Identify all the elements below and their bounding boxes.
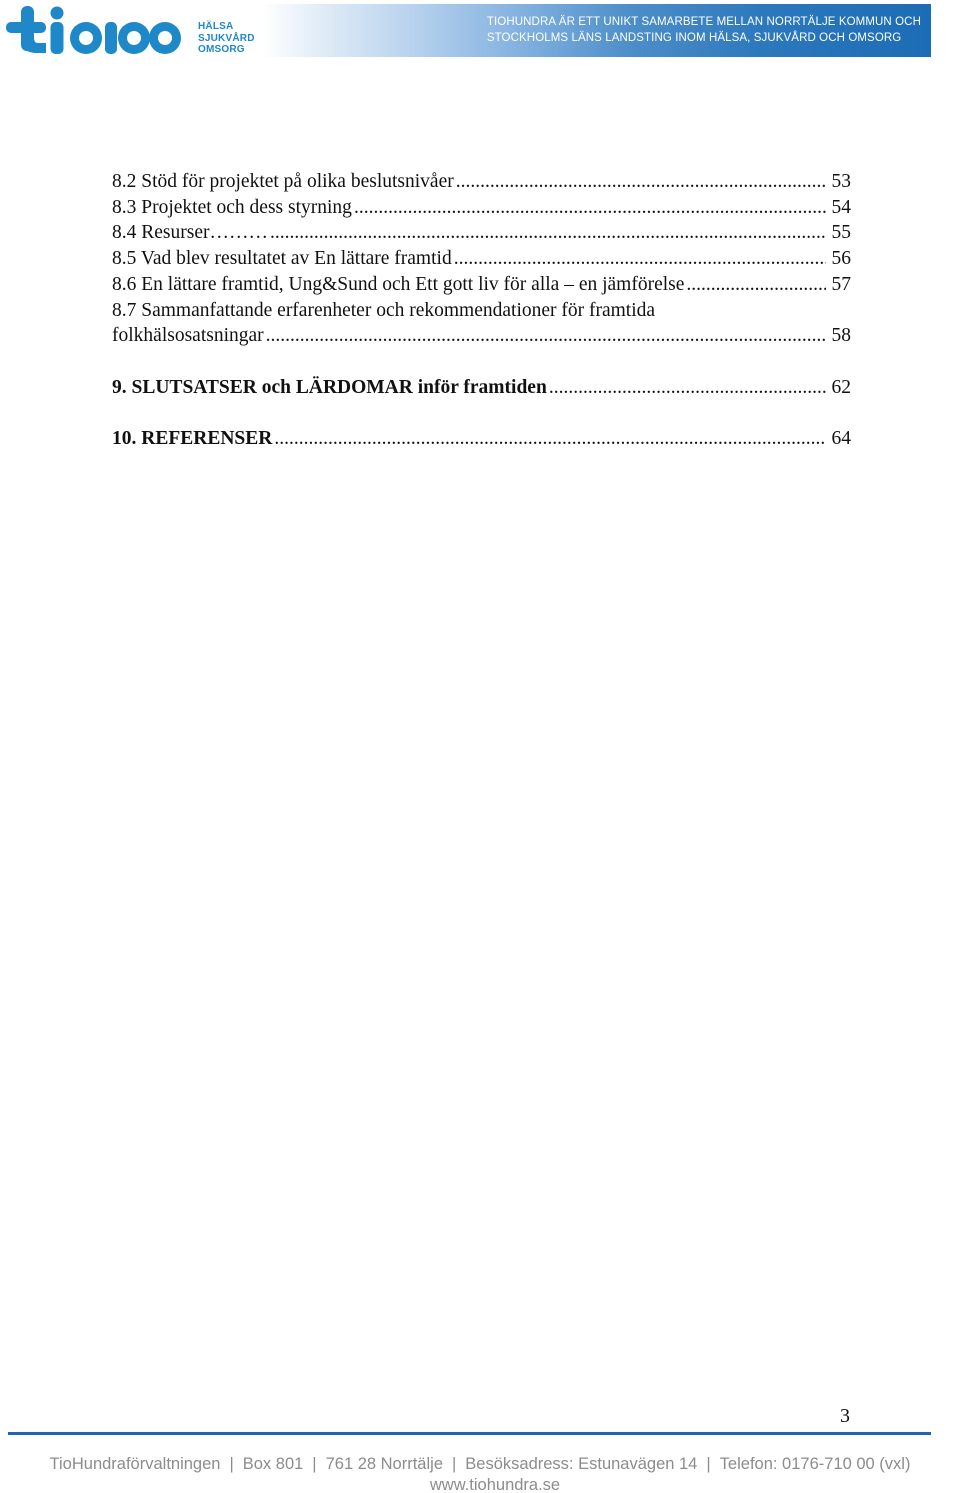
toc-leader-dots <box>456 169 826 195</box>
footer-separator: | <box>706 1455 711 1473</box>
toc-page-number: 56 <box>831 248 851 270</box>
footer-postal: 761 28 Norrtälje <box>325 1455 443 1473</box>
toc-entry-title: 8.5 Vad blev resultatet av En lättare framtid <box>112 248 452 270</box>
toc-spacer <box>112 400 851 426</box>
toc-entry-title: 8.6 En lättare framtid, Ung&Sund och Ett gott liv för alla – en jämförelse <box>112 273 685 295</box>
footer-phone: Telefon: 0176-710 00 (vxl) <box>719 1455 911 1473</box>
toc-entry[interactable] <box>112 375 851 401</box>
toc-page-number: 54 <box>831 196 851 218</box>
header-banner <box>262 4 931 57</box>
toc-leader-dots <box>686 272 825 298</box>
toc-leader-dots <box>274 426 825 452</box>
toc-page-number: 57 <box>831 273 851 295</box>
footer-separator: | <box>452 1455 457 1473</box>
footer-contact <box>0 1454 960 1474</box>
toc-leader-dots <box>270 220 826 246</box>
toc-entry-title: folkhälsosatsningar <box>112 325 264 347</box>
banner-text <box>487 14 921 46</box>
toc-page-number: 55 <box>831 222 851 244</box>
toc-leader-dots <box>549 375 826 401</box>
toc-spacer <box>112 349 851 375</box>
toc-leader-dots <box>454 246 826 272</box>
banner-line: STOCKHOLMS LÄNS LANDSTING INOM HÄLSA, SJUKVÅRD OCH OMSORG <box>486 32 902 44</box>
toc-entry-title: 9. SLUTSATSER och LÄRDOMAR inför framtiden <box>112 376 547 398</box>
banner-line: TIOHUNDRA ÄR ETT UNIKT SAMARBETE MELLAN NORRTÄLJE KOMMUN OCH <box>486 16 921 28</box>
table-of-contents <box>112 169 851 452</box>
logo-subtitle <box>198 21 255 56</box>
toc-leader-dots <box>354 195 826 221</box>
toc-entry[interactable] <box>112 272 851 298</box>
toc-page-number: 62 <box>831 376 851 398</box>
footer-website-link[interactable]: www.tiohundra.se <box>429 1476 561 1493</box>
toc-entry[interactable] <box>112 298 851 349</box>
footer-org: TioHundraförvaltningen <box>49 1455 221 1473</box>
footer-separator: | <box>229 1455 234 1473</box>
toc-entry[interactable] <box>112 169 851 195</box>
footer-separator: | <box>312 1455 317 1473</box>
toc-leader-dots <box>266 323 826 349</box>
logo-sub-line: HÄLSA <box>198 21 234 32</box>
page-header <box>0 0 960 62</box>
tiohundra-logo <box>6 4 256 60</box>
toc-entry[interactable] <box>112 246 851 272</box>
toc-entry-title: 8.7 Sammanfattande erfarenheter och rekommendationer för framtida <box>112 299 656 321</box>
footer-box: Box 801 <box>242 1455 304 1473</box>
logo-sub-line: OMSORG <box>198 44 245 55</box>
toc-entry-title: 8.3 Projektet och dess styrning <box>112 196 352 218</box>
toc-entry-title: 8.2 Stöd för projektet på olika beslutsnivåer <box>112 171 454 192</box>
toc-page-number: 53 <box>831 171 851 192</box>
page-number: 3 <box>840 1405 850 1427</box>
toc-entry[interactable] <box>112 220 851 246</box>
footer-divider <box>8 1432 931 1435</box>
footer-visit-address: Besöksadress: Estunavägen 14 <box>465 1455 698 1473</box>
toc-page-number: 64 <box>831 428 851 449</box>
logo-sub-line: SJUKVÅRD <box>198 32 255 44</box>
toc-entry-continuation <box>112 323 851 349</box>
toc-entry-title: 8.4 Resurser……… <box>112 222 268 244</box>
toc-entry[interactable] <box>112 195 851 221</box>
toc-entry[interactable] <box>112 426 851 452</box>
toc-entry-title: 10. REFERENSER <box>112 428 273 449</box>
toc-page-number: 58 <box>831 325 851 347</box>
